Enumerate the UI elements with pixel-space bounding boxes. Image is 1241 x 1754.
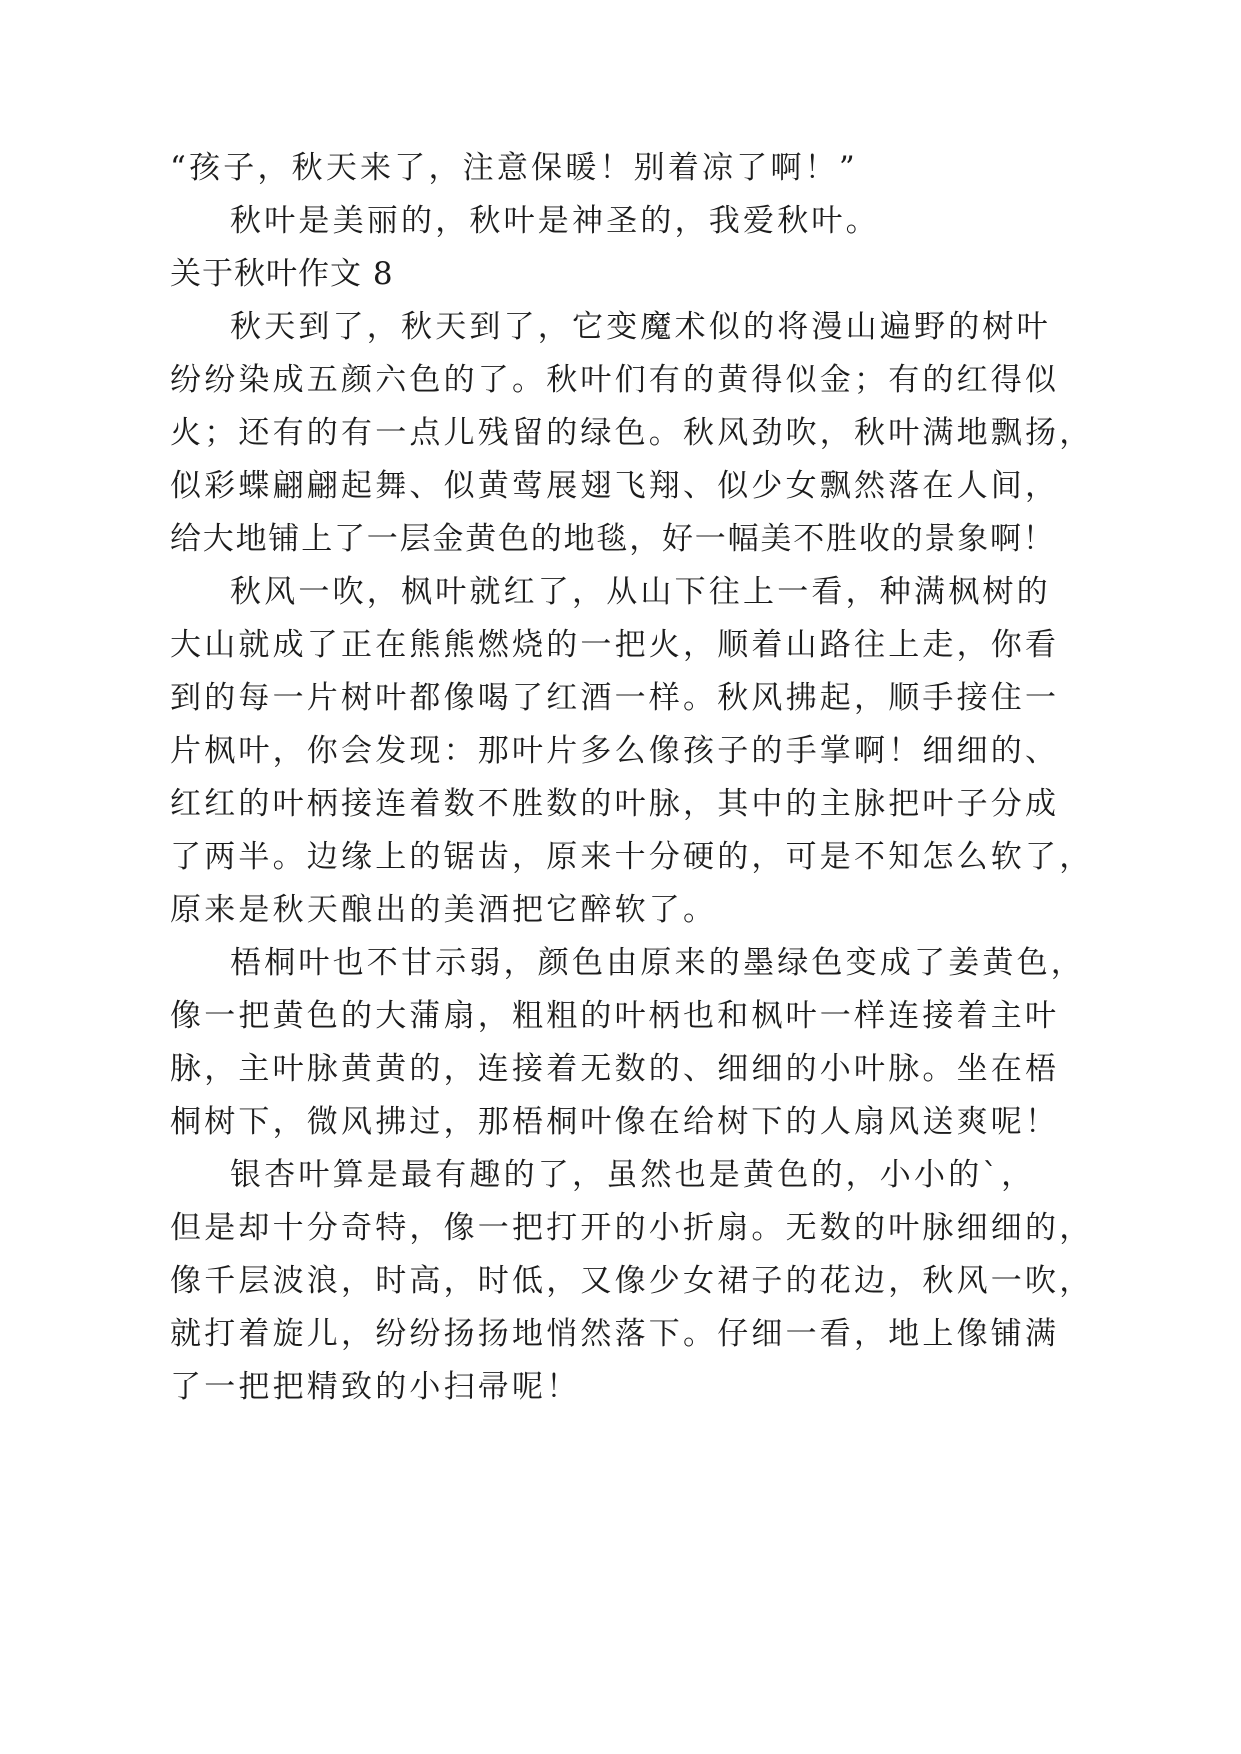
text-line: 银杏叶算是最有趣的了，虽然也是黄色的，小小的`， xyxy=(230,1157,1036,1193)
text-line: 脉，主叶脉黄黄的，连接着无数的、细细的小叶脉。坐在梧 xyxy=(170,1051,1060,1087)
text-line: 片枫叶，你会发现：那叶片多么像孩子的手掌啊！细细的、 xyxy=(170,733,1060,769)
text-line: 原来是秋天酿出的美酒把它醉软了。 xyxy=(170,892,718,928)
text-line: 大山就成了正在熊熊燃烧的一把火，顺着山路往上走，你看 xyxy=(170,627,1060,663)
text-line: 秋风一吹，枫叶就红了，从山下往上一看，种满枫树的 xyxy=(230,574,1051,610)
text-line: 似彩蝶翩翩起舞、似黄莺展翅飞翔、似少女飘然落在人间， xyxy=(170,468,1060,504)
text-line: 秋叶是美丽的，秋叶是神圣的，我爱秋叶。 xyxy=(230,203,880,239)
text-line: 红红的叶柄接连着数不胜数的叶脉，其中的主脉把叶子分成 xyxy=(170,786,1060,822)
text-line: 像千层波浪，时高，时低，又像少女裙子的花边，秋风一吹， xyxy=(170,1263,1094,1299)
text-line: 火；还有的有一点儿残留的绿色。秋风劲吹，秋叶满地飘扬， xyxy=(170,415,1094,451)
text-line: 秋天到了，秋天到了，它变魔术似的将漫山遍野的树叶 xyxy=(230,309,1051,345)
section-heading: 关于秋叶作文 8 xyxy=(170,256,394,292)
text-line: 了两半。边缘上的锯齿，原来十分硬的，可是不知怎么软了， xyxy=(170,839,1094,875)
text-line: 桐树下，微风拂过，那梧桐叶像在给树下的人扇风送爽呢！ xyxy=(170,1104,1060,1140)
text-line: 就打着旋儿，纷纷扬扬地悄然落下。仔细一看，地上像铺满 xyxy=(170,1316,1060,1352)
text-line: “孩子，秋天来了，注意保暖！别着凉了啊！” xyxy=(170,150,858,186)
text-line: 纷纷染成五颜六色的了。秋叶们有的黄得似金；有的红得似 xyxy=(170,362,1060,398)
text-line: 但是却十分奇特，像一把打开的小折扇。无数的叶脉细细的， xyxy=(170,1210,1094,1246)
text-line: 到的每一片树叶都像喝了红酒一样。秋风拂起，顺手接住一 xyxy=(170,680,1060,716)
text-line: 给大地铺上了一层金黄色的地毯，好一幅美不胜收的景象啊！ xyxy=(170,521,1056,557)
text-line: 像一把黄色的大蒲扇，粗粗的叶柄也和枫叶一样连接着主叶 xyxy=(170,998,1060,1034)
text-line: 梧桐叶也不甘示弱，颜色由原来的墨绿色变成了姜黄色， xyxy=(230,945,1085,981)
text-line: 了一把把精致的小扫帚呢！ xyxy=(170,1369,581,1405)
